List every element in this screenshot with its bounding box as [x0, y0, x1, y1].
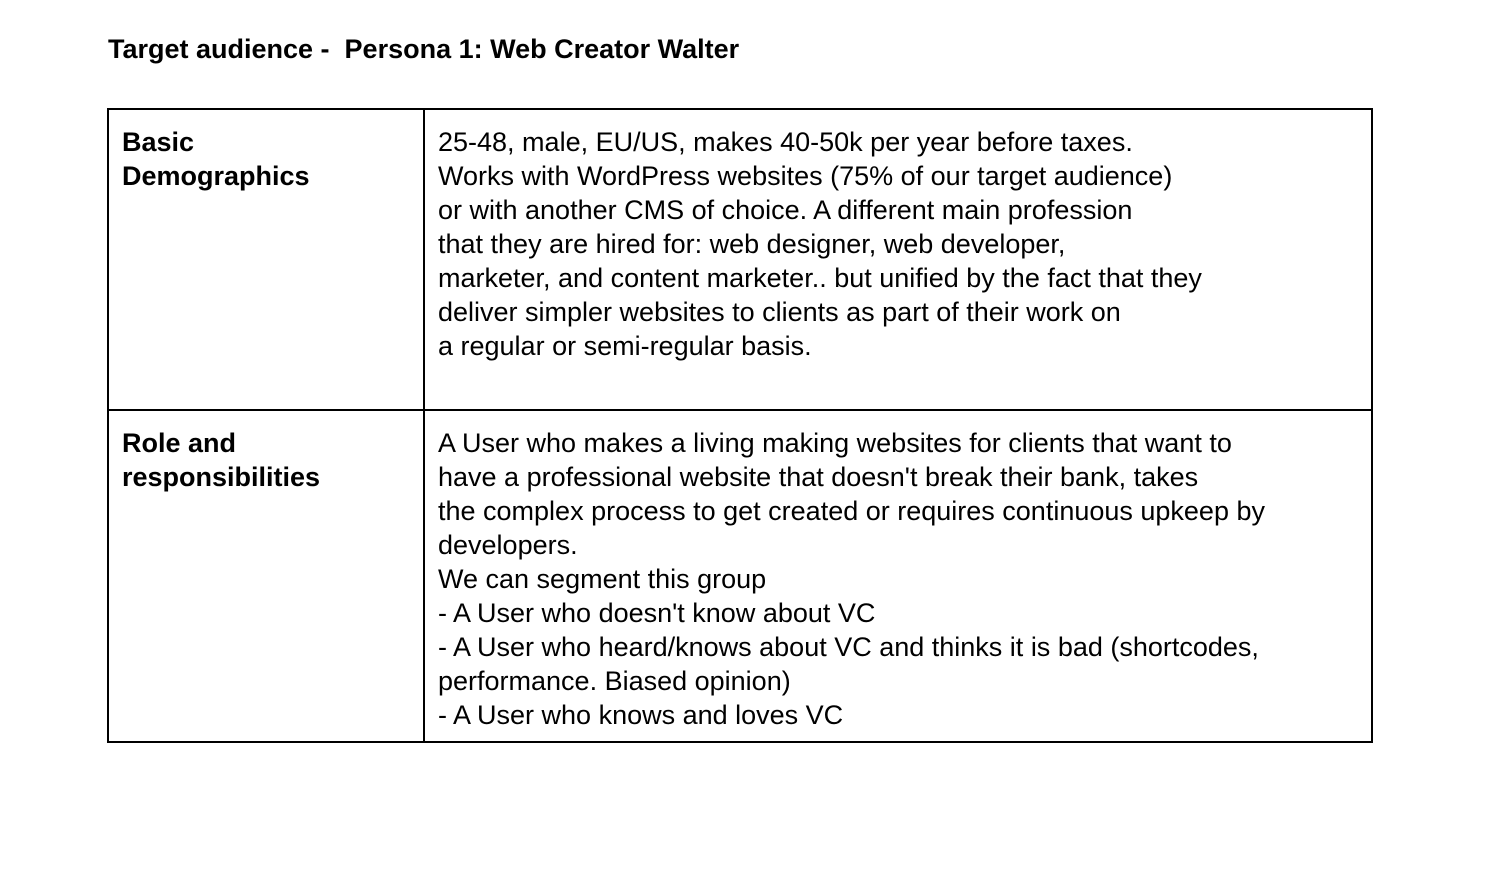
content-line: 25-48, male, EU/US, makes 40-50k per year before taxes.: [438, 127, 1133, 157]
content-line: deliver simpler websites to clients as part of their work on: [438, 297, 1121, 327]
content-line: have a professional website that doesn't break their bank, takes: [438, 462, 1199, 492]
row-content-role-and-responsibilities: [424, 410, 1372, 742]
content-line: or with another CMS of choice. A different main profession: [438, 195, 1133, 225]
document-title: Target audience - Persona 1: Web Creator Walter: [108, 34, 740, 64]
row-label-role-and-responsibilities: [108, 410, 424, 742]
persona-table: [107, 108, 1373, 743]
content-line: A User who makes a living making websites for clients that want to: [438, 428, 1232, 458]
label-line: Role and: [122, 428, 237, 458]
content-line: - A User who knows and loves VC: [438, 700, 844, 730]
content-line: developers.: [438, 530, 578, 560]
content-line: a regular or semi-regular basis.: [438, 331, 812, 361]
content-line: - A User who doesn't know about VC: [438, 598, 876, 628]
label-line: responsibilities: [122, 462, 321, 492]
label-line: Basic: [122, 127, 195, 157]
content-line: performance. Biased opinion): [438, 666, 791, 696]
row-label-basic-demographics: [108, 109, 424, 410]
content-line: that they are hired for: web designer, web developer,: [438, 229, 1066, 259]
content-line: Works with WordPress websites (75% of our target audience): [438, 161, 1173, 191]
content-line: marketer, and content marketer.. but unified by the fact that they: [438, 263, 1202, 293]
content-line: the complex process to get created or requires continuous upkeep by: [438, 496, 1265, 526]
table-row-basic-demographics: [108, 109, 1372, 410]
content-line: We can segment this group: [438, 564, 767, 594]
content-line: - A User who heard/knows about VC and thinks it is bad (shortcodes,: [438, 632, 1259, 662]
label-line: Demographics: [122, 161, 310, 191]
table-row-role-and-responsibilities: [108, 410, 1372, 742]
row-content-basic-demographics: [424, 109, 1372, 410]
